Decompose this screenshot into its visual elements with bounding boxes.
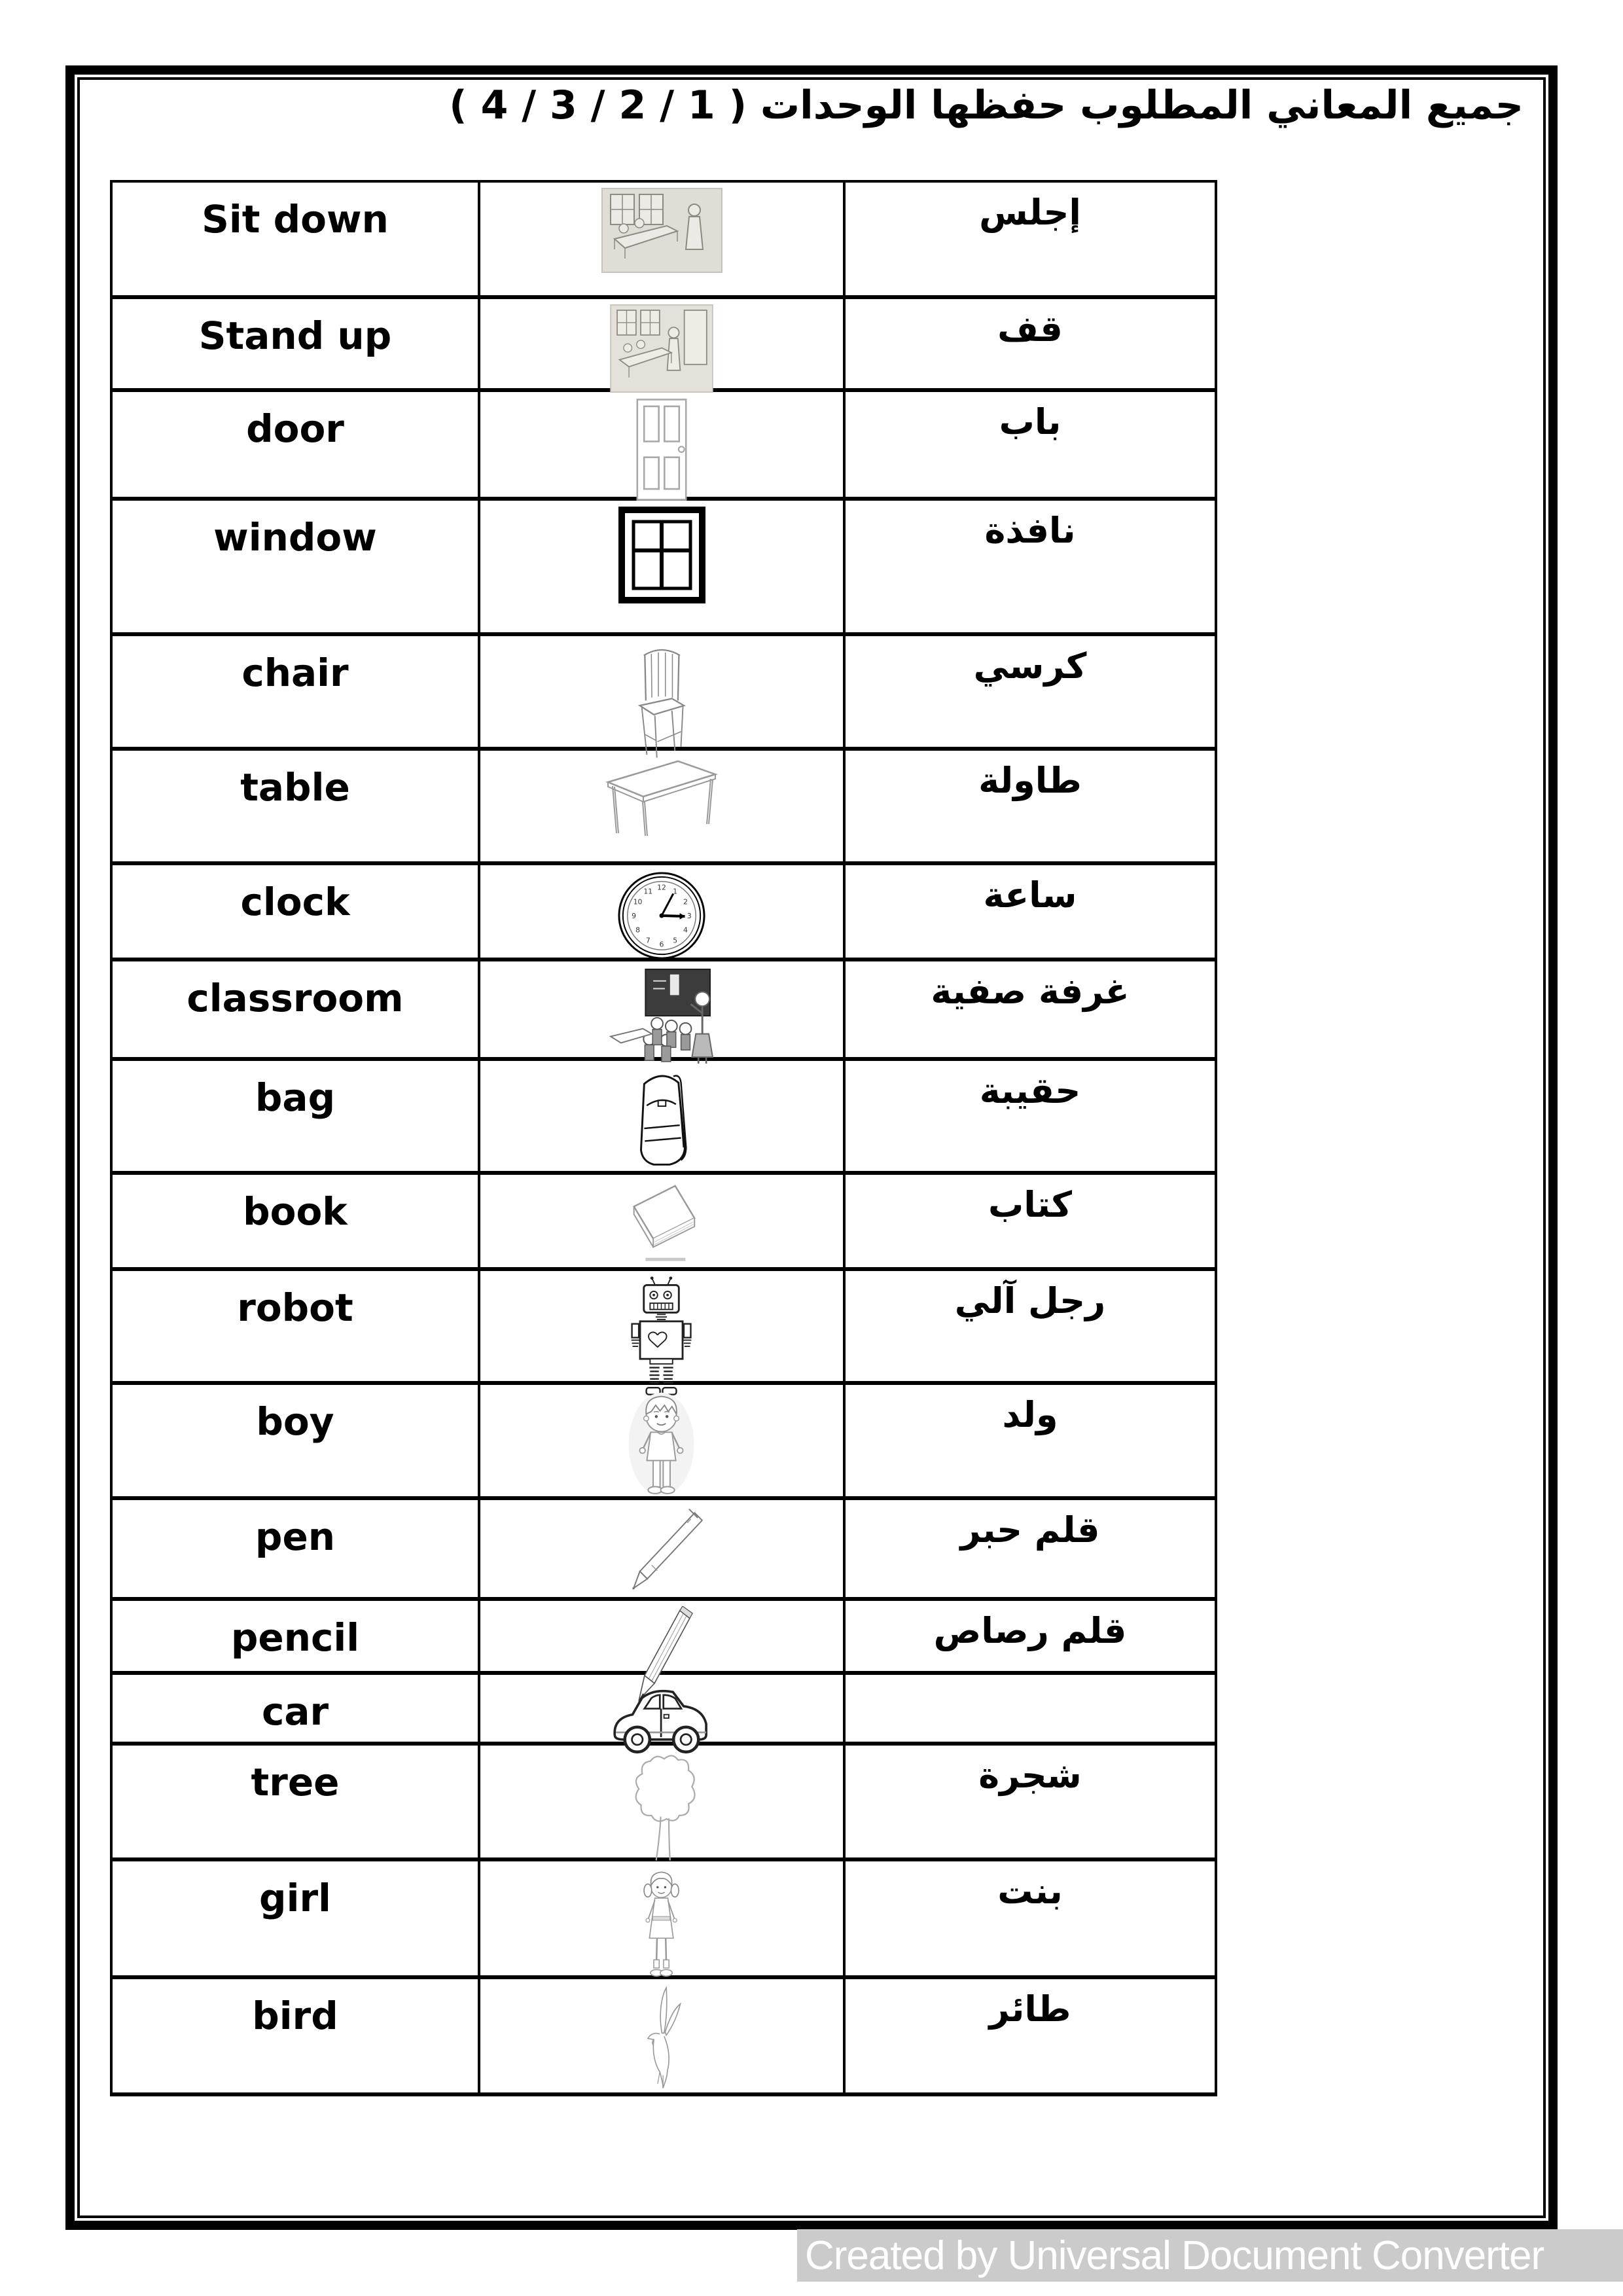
table-row [113, 961, 1215, 1061]
arabic-word: ولد [1002, 1394, 1058, 1435]
english-word: Stand up [198, 314, 392, 358]
arabic-word: ساعة [983, 874, 1077, 916]
english-word: girl [259, 1876, 331, 1920]
english-word: door [246, 406, 344, 451]
table-row [113, 1175, 1215, 1271]
table-row [113, 636, 1215, 751]
english-word-cell [113, 636, 478, 747]
arabic-word: بنت [997, 1871, 1063, 1912]
boy-icon [624, 1390, 699, 1500]
vocabulary-table [110, 180, 1217, 2096]
pen-icon [613, 1505, 710, 1596]
arabic-word: قلم رصاص [933, 1610, 1127, 1651]
english-word-cell [113, 1271, 478, 1381]
arabic-word: كرسي [973, 645, 1087, 687]
english-word: window [213, 515, 377, 560]
stand-up-scene-icon [609, 304, 714, 393]
svg-text:7: 7 [645, 936, 651, 945]
arabic-word-cell [846, 961, 1215, 1057]
english-word: chair [241, 651, 349, 695]
image-cell [478, 751, 846, 861]
svg-text:6: 6 [659, 940, 664, 949]
image-cell [478, 961, 846, 1057]
image-cell [478, 1175, 846, 1267]
english-word: classroom [187, 976, 404, 1020]
english-word-cell [113, 961, 478, 1057]
image-cell [478, 636, 846, 747]
english-word: boy [256, 1399, 334, 1444]
girl-icon [636, 1867, 687, 1983]
english-word: Sit down [202, 197, 389, 242]
table-icon [603, 756, 721, 838]
english-word-cell [113, 299, 478, 388]
table-row [113, 183, 1215, 299]
arabic-word: رجل آلي [954, 1280, 1106, 1321]
svg-text:10: 10 [633, 897, 643, 906]
english-word-cell [113, 1500, 478, 1597]
english-word-cell [113, 1861, 478, 1975]
arabic-word-cell [846, 1601, 1215, 1671]
arabic-word-cell [846, 1500, 1215, 1597]
image-cell [478, 299, 846, 388]
image-cell [478, 1500, 846, 1597]
arabic-word: قف [997, 308, 1063, 350]
table-row [113, 1385, 1215, 1500]
table-row [113, 1861, 1215, 1979]
image-cell [478, 1385, 846, 1496]
page-title: جميع المعاني المطلوب حفظها الوحدات ( 1 / 2 / 3 / 4 ) [449, 82, 1524, 128]
table-row [113, 501, 1215, 636]
svg-text:1: 1 [673, 887, 678, 896]
svg-text:5: 5 [673, 936, 678, 945]
svg-text:9: 9 [632, 911, 637, 920]
image-cell [478, 1861, 846, 1975]
arabic-word-cell [846, 751, 1215, 861]
image-cell [478, 392, 846, 497]
english-word: pen [255, 1515, 336, 1559]
door-icon [629, 397, 694, 502]
arabic-word-cell [846, 1746, 1215, 1857]
arabic-word: نافذة [984, 510, 1076, 551]
svg-text:4: 4 [683, 925, 688, 935]
table-row [113, 1271, 1215, 1385]
chair-icon [626, 641, 698, 759]
image-cell [478, 1601, 846, 1671]
arabic-word-cell [846, 1175, 1215, 1267]
arabic-word-cell [846, 501, 1215, 632]
arabic-word-cell [846, 636, 1215, 747]
english-word: bag [255, 1075, 336, 1120]
table-row [113, 1746, 1215, 1861]
svg-text:2: 2 [683, 897, 688, 906]
english-word-cell [113, 501, 478, 632]
english-word-cell [113, 1601, 478, 1671]
watermark-text: Created by Universal Document Converter [805, 2233, 1544, 2278]
window-icon [618, 506, 706, 604]
arabic-word-cell [846, 1271, 1215, 1381]
arabic-word-cell [846, 183, 1215, 295]
arabic-word: باب [999, 401, 1061, 442]
english-word: pencil [230, 1615, 360, 1660]
table-row [113, 1601, 1215, 1675]
watermark-band [797, 2229, 1623, 2282]
english-word: clock [240, 880, 350, 924]
arabic-word-cell [846, 1979, 1215, 2092]
english-word-cell [113, 865, 478, 958]
table-row [113, 1979, 1215, 2092]
arabic-word: طاولة [978, 760, 1082, 801]
english-word-cell [113, 1175, 478, 1267]
arabic-word-cell [846, 299, 1215, 388]
arabic-word-cell [846, 1675, 1215, 1742]
english-word: table [240, 765, 350, 810]
bird-icon [624, 1984, 700, 2092]
arabic-word: شجرة [978, 1755, 1082, 1796]
book-icon [620, 1180, 704, 1268]
image-cell [478, 865, 846, 958]
bag-icon [625, 1066, 698, 1171]
tree-icon [618, 1751, 705, 1863]
arabic-word: غرفة صفية [931, 971, 1130, 1012]
sit-down-scene-icon [601, 188, 722, 273]
english-word: robot [237, 1285, 353, 1330]
english-word: tree [251, 1760, 340, 1804]
english-word: car [261, 1689, 329, 1734]
clock-icon [616, 870, 707, 961]
english-word-cell [113, 183, 478, 295]
svg-text:8: 8 [635, 925, 640, 935]
arabic-word: طائر [989, 1988, 1071, 2030]
english-word: book [243, 1189, 348, 1234]
table-row [113, 865, 1215, 961]
image-cell [478, 501, 846, 632]
classroom-icon [606, 967, 717, 1064]
image-cell [478, 1061, 846, 1171]
english-word-cell [113, 1061, 478, 1171]
table-row [113, 299, 1215, 392]
arabic-word: قلم حبر [960, 1509, 1100, 1551]
svg-text:11: 11 [643, 887, 653, 896]
image-cell [478, 1979, 846, 2092]
image-cell [478, 1271, 846, 1381]
arabic-word-cell [846, 1385, 1215, 1496]
table-row [113, 1500, 1215, 1601]
table-row [113, 1675, 1215, 1746]
image-cell [478, 183, 846, 295]
table-row [113, 1061, 1215, 1175]
svg-text:3: 3 [687, 911, 692, 920]
table-row [113, 751, 1215, 865]
arabic-word-cell [846, 392, 1215, 497]
english-word-cell [113, 392, 478, 497]
table-row [113, 392, 1215, 501]
english-word: bird [252, 1994, 338, 2038]
english-word-cell [113, 1746, 478, 1857]
arabic-word: إجلس [979, 192, 1081, 233]
arabic-word-cell [846, 865, 1215, 958]
english-word-cell [113, 751, 478, 861]
svg-text:12: 12 [657, 883, 666, 892]
arabic-word-cell [846, 1061, 1215, 1171]
arabic-word: حقيبة [979, 1070, 1081, 1111]
english-word-cell [113, 1675, 478, 1742]
english-word-cell [113, 1385, 478, 1496]
arabic-word-cell [846, 1861, 1215, 1975]
english-word-cell [113, 1979, 478, 2092]
arabic-word: كتاب [988, 1184, 1072, 1225]
image-cell [478, 1746, 846, 1857]
image-cell [478, 1675, 846, 1742]
